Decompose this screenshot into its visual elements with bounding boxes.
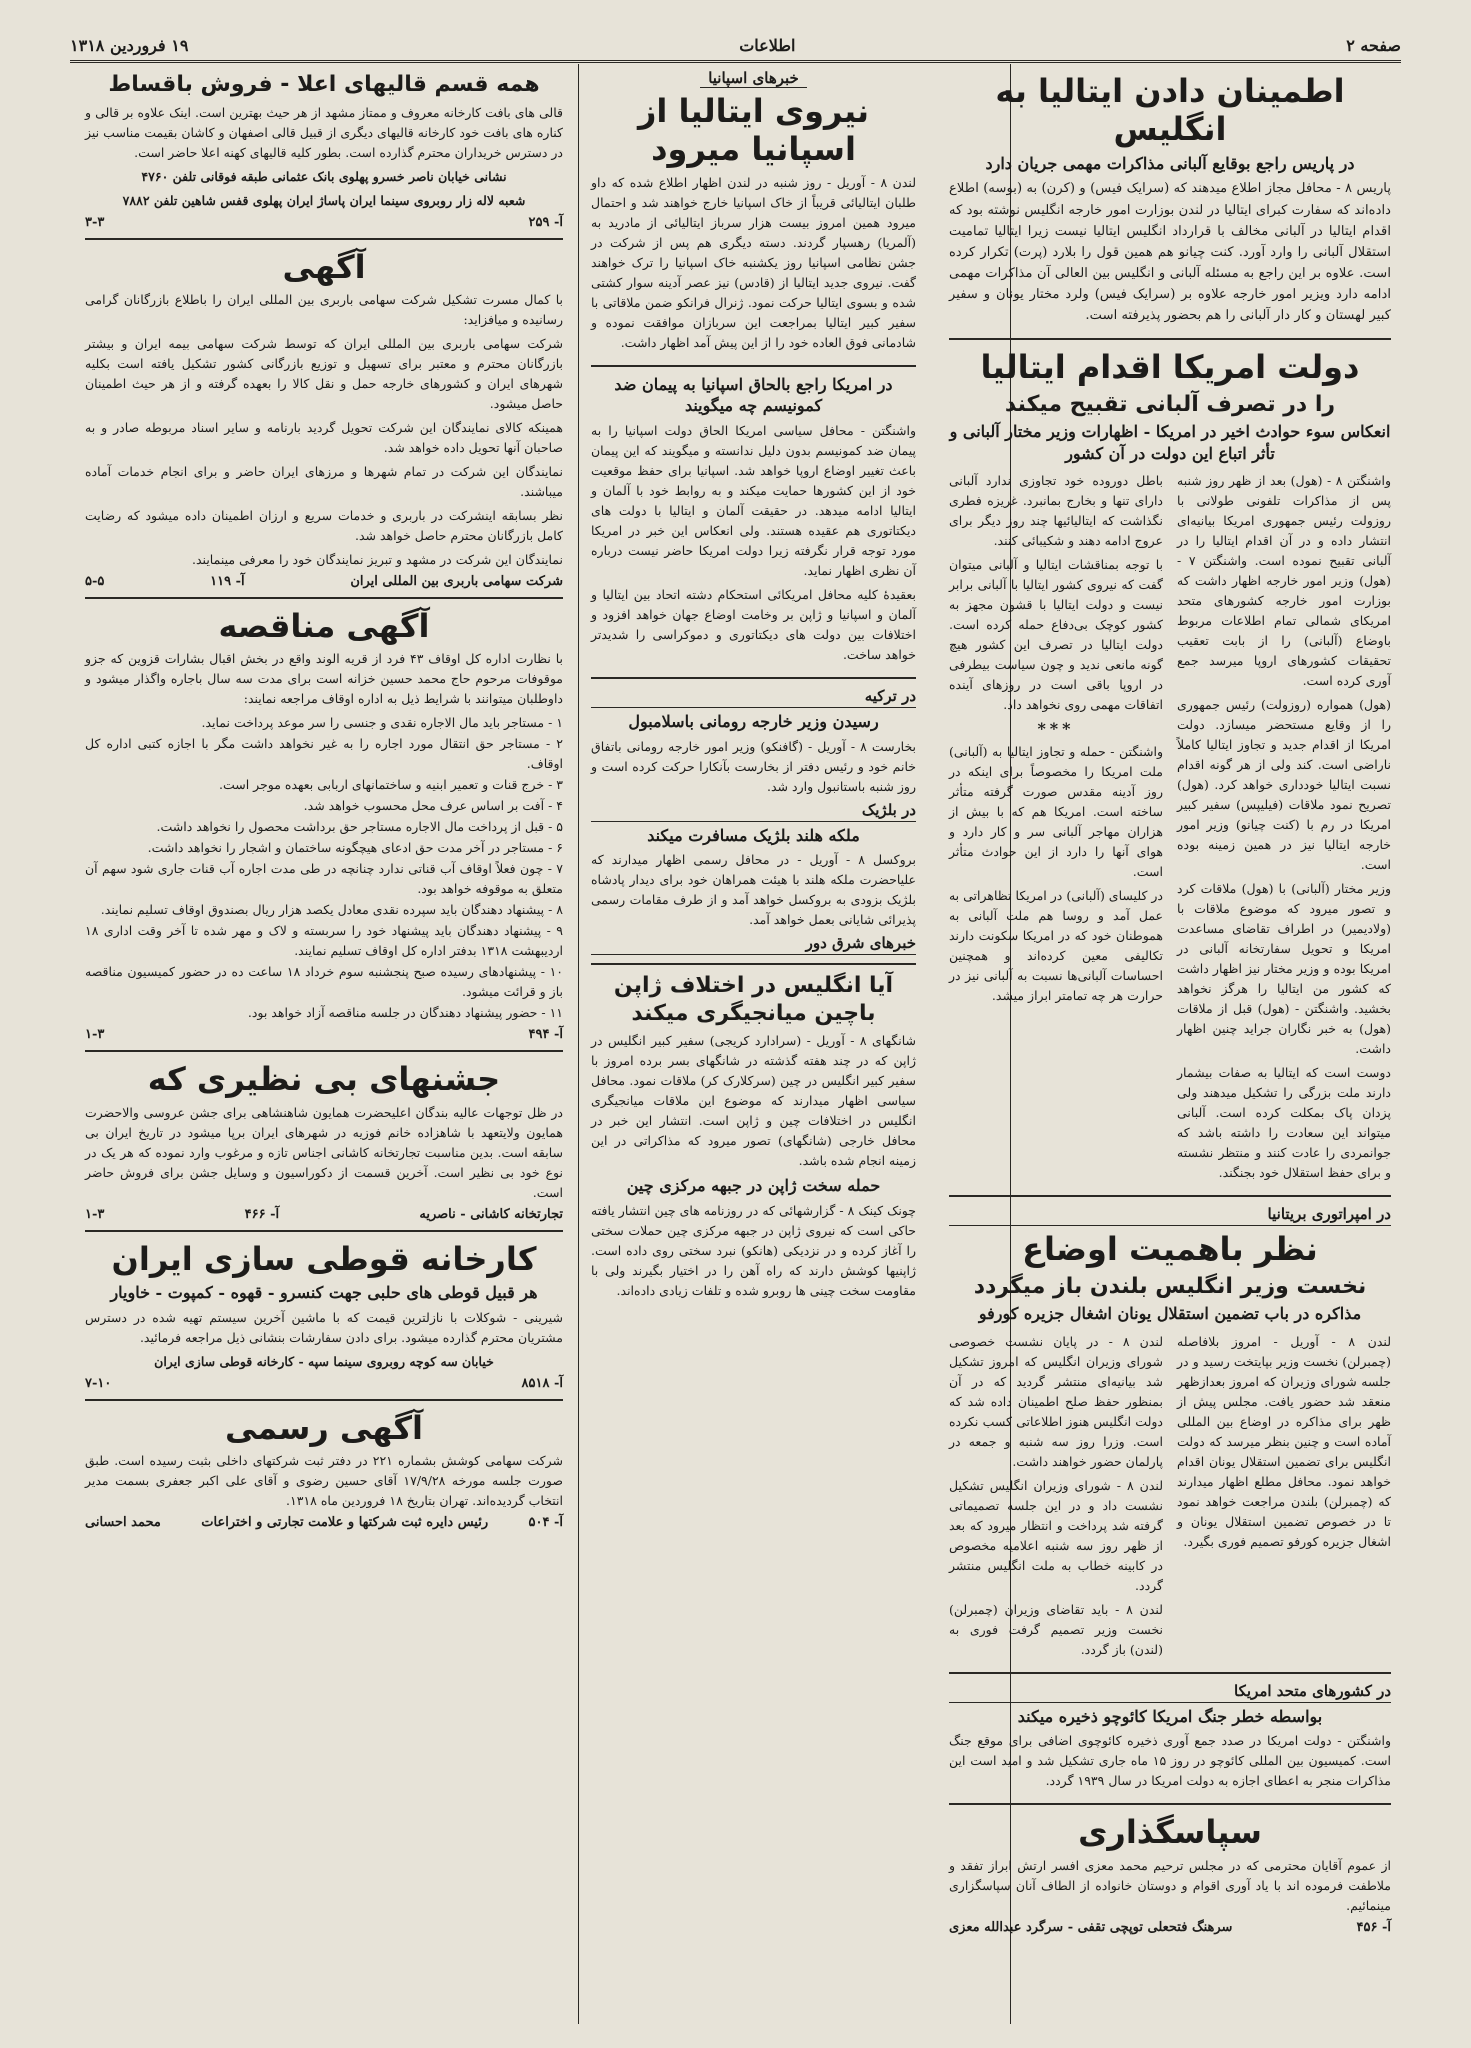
article-columns (949, 467, 1391, 1187)
ad-footer (85, 1207, 563, 1222)
ad-carpets (85, 64, 563, 240)
ad-paragraph: شرکت سهامی باربری بین المللی ایران که توسط شرکت سهامی بیمه ایران و بیشتر بازرگانان محترم و معتبر برای تسهیل و توزیع بازرگانی کشور تشکیل یافته است بکلیه شهرهای ایران و کشورهای خارجه حمل و نقل کالا را بعهده گرفته و از هر حیث اطمینان حاصل میشود. (85, 335, 563, 411)
ad-body: در ظل توجهات عالیه بندگان اعلیحضرت همایون شاهنشاهی برای جشن عروسی والاحضرت همایون ولایتعهد با شاهزاده خانم فوزیه در شهرهای ایران برپا میشود در تاریخ ایران بی سابقه است. بدین مناسبت تجارتخانه کاشانی اجناس تازه و مرغوب وارد نموده که هر یک در نوع خود بی نظیر است. آخرین قسمت از دکوراسیون و وسایل جشن برای فروش حاضر است. (85, 1104, 563, 1200)
paragraph: واشنگتن - حمله و تجاوز ایتالیا به (آلبانی) ملت امریکا را مخصوصاً برای اینکه در روز آدینه مقدس صورت گرفته متأثر ساخته است. امریکا هم که با بیش از هزاران مهاجر آلبانی سر و کار دارد و هوای آنها را دارد از این حوادث متأثر است. (949, 744, 1163, 880)
company-name: شرکت سهامی باربری بین المللی ایران (350, 573, 563, 589)
notice-thanks (949, 1805, 1391, 1942)
issue-date: ۱۹ فروردین ۱۳۱۸ (70, 35, 189, 55)
condition-item: ۵ - قبل از پرداخت مال الاجاره مستاجر حق برداشت محصول را نخواهد داشت. (156, 819, 563, 835)
article-anti-comintern (591, 367, 916, 679)
ad-title: همه قسم قالیهای اعلا - فروش باقساط (108, 72, 540, 97)
paragraph: لندن ۸ - آوریل - امروز بلافاصله (چمبرلن) نخست وزیر بپایتخت رسید و در جلسه شورای وزیران که امروز بعدازظهر منعقد شد حضور یافت. مجلس پیش از ظهر برای مذاکره در اوضاع بین المللی آماده است و چنین بنظر میرسد که دولت انگلیس برای تضمین استقلال یونان اقدام خواهد نمود. محافل مطلع اظهار میدارند که (چمبرلن) بلندن مراجعت خواهد نمود تا در خصوص تضمین استقلال یونان و اشغال جزیره کورفو تصمیم فوری بگیرد. (1177, 1333, 1392, 1549)
headline: نیروی ایتالیا از اسپانیا میرود (637, 92, 870, 169)
notice-number: آ- ۴۵۶ (1356, 1919, 1391, 1935)
headline: بواسطه خطر جنگ امریکا کائوچو ذخیره میکند (1017, 1706, 1323, 1726)
article-body: شانگهای ۸ - آوریل - (سرادارد کریجی) سفیر کبیر انگلیس در ژاپن که در چند هفته گذشته در شانگهای بسر برده امروز با سفیر کبیر انگلیس در چین (سرکلارک کر) ملاقات نمود. محافل سیاسی اظهار میدارند که موضوع این ملاقات میانجیگری انگلیس در اختلافات چین و ژاپن است. انتشار این خبر در محافل خارجی (شانگهای) تصور میرود که مذاکراتی در این زمینه انجام شده باشد. (591, 1033, 916, 1169)
article-far-east (591, 965, 916, 1313)
headline: دولت امریکا اقدام ایتالیا (980, 348, 1360, 387)
article-body: بخارست ۸ - آوریل - (گافنکو) وزیر امور خارجه رومانی باتفاق خانم خود و رئیس دفتر از بخارست بآنکارا حرکت کرده است و روز شنبه باستانبول وارد شد. (591, 738, 916, 794)
ad-official-notice (85, 1401, 563, 1538)
article-briefs (591, 679, 916, 965)
paragraph: دوست است که ایتالیا به صفات بیشمار دارند ملت بزرگی را تشکیل میدهند ولی پزدان پاک بمکلت کرده است. آلبانی میتواند این سعادت را داشته باشد که جوانمردی را عادت کنند و منتظر نشسته و برای حفظ استقلال خود بجنگند. (1177, 1065, 1391, 1181)
condition-item: ۱۱ - حضور پیشنهاد دهندگان در جلسه مناقصه آزاد خواهد بود. (247, 1005, 563, 1021)
ad-number: آ- ۴۶۶ (244, 1206, 280, 1222)
headline: ملکه هلند بلژیک مسافرت میکند (647, 825, 860, 845)
ad-footer (85, 1376, 563, 1391)
ad-title: آگهی مناقصه (218, 606, 430, 645)
article-body: پاریس ۸ - محافل مجاز اطلاع میدهند که (سرایک فیس) و (کرن) به (بوسه) اطلاع داده‌اند که سفارت کبرای ایتالیا در لندن بوزارت امور خارجه انگلیس نوشته بود که اقدام ایتالیا در آلبانی مخالف با قرارداد انگلیس ایتالیا نیست زیرا ایتالیا تمامیت استقلال آلبانی را وارد آورد. کنت چیانو هم همین قول را بلارد (پرت) تکرار کرده است. علاوه بر این راجع به مسئله آلبانی و انگلیس بین العالی آن مذاکرات مهمی ادامه دارد ویزیر امور خارجه علاوه بر (سرایک فیس) ولرد مختار یونان و سفیر کبیر لهستان و کار دار آلبانی را هم بحضور پذیرفته است. (949, 181, 1392, 324)
condition-item: ۸ - پیشنهاد دهندگان باید سپرده نقدی معادل یکصد هزار ریال بصندوق اوقاف تسلیم نمایند. (100, 902, 563, 918)
paragraph: واشنگتن ۸ - (هول) بعد از ظهر روز شنبه پس از مذاکرات تلفونی طولانی با روزولت رئیس جمهوری امریکا بیانیه‌ای انتشار داده و در آن اقدام ایتالیا را در آلبانی تقبیح نموده است. واشنگتن ۷ - (هول) وزیر امور خارجه اظهار داشت که بوزارت امور خارجه کشورهای متحد امریکای شمالی تمام اطلاعات مربوط باوضاع (آلبانی) را از بابت تعقیب تحقیقات کشورهای اروپا میرسد جمع آوری کرده است. (1177, 473, 1391, 689)
article-body: واشنگتن - محافل سیاسی امریکا الحاق دولت اسپانیا را به پیمان ضد کمونیسم بدون دلیل ندانسته و میگویند که این پیمان باعث تغییر اوضاع اروپا خواهد شد. اسپانیا برای حفظ موقعیت خود از این کشورها حمایت میکند و به روابط خود با آلمان و ایتالیا ادامه میدهد. در حقیقت آلمان و ایتالیا با دولت های دیکتاتوری هم عقیده هستند. ولی انعکاس این خبر در امریکا مورد توجه قرار نگرفته زیرا دولت امریکا حاضر نیست درباره آن نظری اظهار نماید. (591, 422, 916, 578)
ad-footer (85, 574, 563, 589)
article-body: بروکسل ۸ - آوریل - در محافل رسمی اظهار میدارند که علیاحضرت ملکه هلند با هیئت همراهان خود برای دیدار پادشاه بلژیک بزودی به بروکسل خواهد آمد و از طرف مقامات رسمی پذیرائی شایانی بعمل خواهد آمد. (591, 852, 916, 928)
ad-celebrations (85, 1052, 563, 1231)
headline: اطمینان دادن ایتالیا به انگلیس (995, 72, 1345, 149)
text-column (949, 1328, 1163, 1664)
ad-footer (85, 1515, 563, 1530)
separator: *** (1037, 719, 1075, 739)
article-british-pm (949, 1197, 1391, 1673)
ad-intro: با کمال مسرت تشکیل شرکت سهامی باربری بین المللی ایران را باطلاع بازرگانان گرامی رسانیده و میافزاید: (85, 291, 563, 327)
ad-body: شیرینی - شوکلات با نازلترین قیمت که با ماشین آخرین سیستم تهیه شده در دسترس مشتریان محترم گذارده میشود. برای دادن سفارشات بنشانی ذیل مراجعه فرمائید. (85, 1309, 563, 1345)
condition-item: ۹ - پیشنهاد دهندگان باید پیشنهاد خود را سربسته و لاک و مهر شده تا آخر وقت اداری ۱۸ اردیبهشت ۱۳۱۸ بدفتر اداره کل اوقاف تسلیم نمایند. (85, 923, 563, 959)
ad-code: ۱-۳ (85, 1027, 105, 1043)
ad-number: آ- ۵۰۴ (528, 1515, 563, 1531)
page-number: صفحه ۲ (1346, 35, 1401, 55)
article-body: بعقیدهٔ کلیه محافل امریکائی استحکام دشته اتحاد بین ایتالیا و آلمان و اسپانیا و ژاپن بر وخامت اوضاع جهان خواهد افزود و اختلافات بین دولت های دیکتاتوری و دموکراسی را شدیدتر خواهد ساخت. (591, 586, 916, 662)
ad-paragraph: نمایندگان این شرکت در تمام شهرها و مرزهای ایران حاضر و برای انجام خدمات آماده میباشند. (85, 463, 563, 499)
ad-paragraph: همینکه کالای نمایندگان این شرکت تحویل گردید بارنامه و سایر اسناد مربوطه صادر و به صاحبان آنها تحویل داده خواهد شد. (85, 419, 563, 455)
left-column (75, 64, 573, 1538)
text-column (1177, 1328, 1391, 1664)
subheadline: را در تصرف آلبانی تقبیح میکند (1004, 391, 1336, 417)
signature: سرهنگ فتحعلی توپچی تقفی - سرگرد عبدالله معزی (949, 1919, 1233, 1935)
ad-title: کارخانه قوطی سازی ایران (111, 1239, 537, 1278)
right-column (939, 64, 1401, 1943)
deck: انعکاس سوء حوادث اخیر در امریکا - اظهارات وزیر مختار آلبانی و تأثر اتباع این دولت در آن کشور (949, 422, 1391, 463)
paragraph: در کلیسای (آلبانی) در امریکا تظاهراتی به عمل آمد و روسا هم ملت آلبانی به هموطنان خود که در امریکا سکونت دارند تکالیفی معین کرده‌اند و همچنین احساسات آلبانی‌ها نسبت به آلبانی نیز در حرارت هر چه تمامتر ابراز میشد. (948, 888, 1163, 1004)
text-column (1177, 467, 1391, 1187)
paper-name: اطلاعات (739, 35, 796, 55)
ad-intro: با نظارت اداره کل اوقاف ۴۳ فرد از قریه الوند واقع در بخش اقبال بشارات قزوین که جزو موقوفات مرحوم حاج محمد حسین خزانه است برای مدت سه سال باجاره واگذار میشود و داوطلبان میتوانند با شرایط ذیل به اداره اوقاف مراجعه نمایند: (85, 651, 563, 707)
paragraph: لندن ۸ - باید تقاضای وزیران (چمبرلن) نخست وزیر تصمیم گرفت فوری به (لندن) باز گردد. (949, 1601, 1163, 1657)
ad-title: آگهی (282, 247, 366, 286)
article-us-condemns-italy (949, 340, 1391, 1197)
headline: در امریکا راجع بالحاق اسپانیا به پیمان ضد کمونیسم چه میگویند (614, 374, 893, 416)
ad-address: شعبه لاله زار روبروی سینما ایران پاساژ ایران پهلوی قفس شاهین تلفن ۷۸۸۲ (122, 192, 526, 208)
condition-item: ۱ - مستاجر باید مال الاجاره نقدی و جنسی را سر موعد پرداخت نماید. (201, 715, 563, 731)
section-label: در کشورهای متحد امریکا (949, 1682, 1391, 1703)
headline: رسیدن وزیر خارجه رومانی باسلامبول (628, 711, 879, 731)
column-divider (578, 64, 579, 2024)
ad-address: نشانی خیابان ناصر خسرو پهلوی بانک عثمانی طبقه فوقانی تلفن ۴۷۶۰ (141, 168, 507, 184)
ad-title: آگهی رسمی (225, 1408, 423, 1447)
condition-item: ۱۰ - پیشنهادهای رسیده صبح پنجشنبه سوم خرداد ۱۸ ساعت ده در حضور کمیسیون مناقصه باز و قرائت میشود. (85, 964, 563, 1000)
paragraph: لندن ۸ - در پایان نشست خصوصی شورای وزیران انگلیس که امروز تشکیل شد بیانیه‌ای منتشر گردید که در آن بمنظور حفظ صلح اطمینان داده شد که دولت انگلیس هنوز اطلاعاتی کسب نکرده است. وزرا روز سه شنبه و جمعه در پارلمان حضور خواهند داشت. (949, 1333, 1164, 1469)
headline: سپاسگذاری (1078, 1813, 1262, 1852)
article-body: واشنگتن - دولت امریکا در صدد جمع آوری ذخیره کائوچوی اضافی برای موقع جنگ است. کمیسیون بین المللی کائوچو در روز ۱۵ ماه جاری تشکیل شد و امید است این مذاکرات منجر به اعطای اجازه به دولت امریکا در سال ۱۹۳۹ گردد. (949, 1733, 1391, 1789)
ad-body: قالی های بافت کارخانه معروف و ممتاز مشهد از هر حیث بهترین است. اینک علاوه بر قالی و کناره های بافت خود کارخانه قالیهای دیگری از قبیل قالی اصفهان و کاشان بقیمت مناسب نیز در دسترس خریداران محترم گذارده است. بطور کلیه قالیهای کهنه اعلا حاضر است. (85, 104, 563, 160)
ad-code: ۳-۳ (85, 214, 105, 230)
paragraph: لندن ۸ - شورای وزیران انگلیس تشکیل نشست داد و در این جلسه تصمیماتی گرفته شد پرداخت و انتظار میرود که بعد از ظهر روز سه شنبه اعلامیه مخصوص در کابینه خطاب به ملت انگلیس منتشر گردد. (949, 1477, 1163, 1593)
section-label: در ترکیه (591, 687, 916, 708)
ad-number: آ- ۸۵۱۸ (521, 1375, 563, 1391)
section-label: خبرهای شرق دور (591, 934, 916, 955)
ad-footer (85, 1027, 563, 1042)
page-header (70, 34, 1401, 63)
article-body: چونک کینک ۸ - گزارشهائی که در روزنامه های چین انتشار یافته حاکی است که نیروی ژاپن در جبهه مرکزی چین حملات سختی را آغاز کرده و در نزدیکی (هانکو) نبرد سختی روی داده است. ژاپنیها کوشش دارند که راه آهن را در اختیار بگیرند ولی با مقاومت سخت چینی ها روبرو شده و تلفات زیادی داده‌اند. (591, 1202, 916, 1298)
condition-item: ۴ - آفت بر اساس عرف محل محسوب خواهد شد. (303, 798, 563, 814)
ad-code: ۱-۳ (85, 1206, 105, 1222)
ad-tender (85, 599, 563, 1052)
deck: مذاکره در باب تضمین استقلال یونان اشغال جزیره کورفو (978, 1304, 1362, 1324)
ad-number: آ- ۴۹۴ (528, 1027, 563, 1043)
ad-number: آ- ۲۵۹ (528, 214, 563, 230)
headline: آیا انگلیس در اختلاف ژاپن باچین میانجیگری میکند (613, 973, 894, 1026)
article-columns (949, 1328, 1391, 1664)
signature: محمد احسانی (85, 1515, 161, 1531)
tender-conditions (85, 713, 563, 1023)
section-label: در بلژیک (591, 801, 916, 822)
text-column (949, 467, 1163, 1187)
headline: نظر باهمیت اوضاع (1022, 1230, 1318, 1269)
ad-can-factory (85, 1232, 563, 1401)
article-italy-leaves-spain (591, 64, 916, 367)
article-us-rubber (949, 1674, 1391, 1806)
office-title: رئیس دایره ثبت شرکتها و علامت تجارتی و اختراعات (201, 1515, 489, 1531)
paragraph: باطل دوروده خود تجاوزی ندارد آلبانی دارای تنها و بخارج بمانبرد. غریزه فطری نگذاشت که ایتالیائیها چند روز دیگر برای عروج ادامه دهند و شکیبائی کنند. (949, 473, 1163, 549)
section-label: در امپراتوری بریتانیا (949, 1205, 1391, 1226)
ad-code: ۷-۱۰ (85, 1375, 112, 1391)
section-label: خبرهای اسپانیا (700, 69, 807, 88)
condition-item: ۶ - مستاجر در آخر مدت حق ادعای هیچگونه ساختمان و اشجار را نخواهد داشت. (147, 840, 563, 856)
ad-subtitle: هر قبیل قوطی های حلبی جهت کنسرو - قهوه - کمپوت - خاویار (110, 1283, 538, 1303)
ad-address: خیابان سه کوچه روبروی سینما سپه - کارخانه قوطی سازی ایران (154, 1353, 494, 1369)
article-italy-assurance (949, 64, 1391, 340)
condition-item: ۷ - چون فعلاً اوقاف آب قناتی ندارد چنانچه در طی مدت اجاره آب قنات جاری شود سهم آن متعلق به موقوفه خواهد بود. (85, 861, 563, 897)
paragraph: (هول) همواره (روزولت) رئیس جمهوری را از وقایع مستحضر میسازد. دولت امریکا از اقدام جدید و تجاوز ایتالیا کاملاً ناراضی است. کند ولی از هر گونه اقدام نسبت ایتالیا خودداری خواهد کرد. (هول) تصریح نمود ملاقات (فیلیپس) سفیر کبیر امریکا در رم با (کنت چیانو) وزیر امور خارجه ایتالیا نیز در همین زمینه بوده است. (1177, 697, 1391, 873)
headline: حمله سخت ژاپن در جبهه مرکزی چین (626, 1176, 881, 1196)
notice-body: از عموم آقایان محترمی که در مجلس ترحیم محمد معزی افسر ارتش ابراز تفقد و ملاطفت فرموده اند با یاد آوری اقوام و دوستان خانواده از الطاف آنان سپاسگزاری مینمائیم. (949, 1857, 1391, 1913)
condition-item: ۲ - مستاجر حق انتقال مورد اجاره را به غیر نخواهد داشت مگر با اجازه کتبی اداره کل اوقاف. (85, 736, 563, 772)
paragraph: وزیر مختار (آلبانی) با (هول) ملاقات کرد و تصور میرود که موضوع ملاقات با (ولادیمیر) در اطراف تقاضای مساعدت امریکا و تحویل سفارتخانه آلبانی در امریکا بوده و وزیر مختار نیز اظهار داشت که کشور من ایتالیا را هرگز نخواهد بخشید. واشنگتن - (هول) قبل از ملاقات (هول) به خبر نگاران جراید چنین اظهار داشت. (1177, 881, 1391, 1057)
ad-paragraph: نظر بسابقه اینشرکت در باربری و خدمات سریع و ارزان اطمینان داده میشود که رضایت کامل بازرگانان محترم حاصل خواهد شد. (85, 507, 563, 543)
ad-shipping-company (85, 240, 563, 599)
ad-number: آ- ۱۱۹ (210, 573, 245, 589)
signature: تجارتخانه کاشانی - ناصریه (419, 1206, 563, 1222)
subheadline: در پاریس راجع بوقایع آلبانی مذاکرات مهمی جریان دارد (985, 153, 1355, 173)
middle-column (581, 64, 926, 1313)
notice-footer (949, 1920, 1391, 1935)
article-body: لندن ۸ - آوریل - روز شنبه در لندن اظهار اطلاع شده که داو طلبان ایتالیائی قریباً از خاک اسپانیا خارج خواهند شد و احتمال میرود همین امروز بیست هزار سرباز ایتالیائی از مادرید به (آلمریا) رهسپار گردند. دسته دیگری هم پس از شرکت در جشن نظامی اسپانیا روز یکشنبه خاک اسپانیا را ترک خواهند گفت. نیروی جدید ایتالیا از (قادس) نیز عصر آدینه سوار کشتی شده و بسوی ایتالیا حرکت نمود. ژنرال فرانکو ضمن ملاقاتی با سفیر کبیر ایتالیا بمراجعت این سربازان موافقت نموده و شادمانی فوق العاده خود را از این پیش آمد اظهار داشت. (591, 174, 916, 350)
ad-body: شرکت سهامی کوشش بشماره ۲۲۱ در دفتر ثبت شرکتهای داخلی بثبت رسیده است. طبق صورت جلسه مورخه ۱۷/۹/۲۸ آقای حسین رضوی و آقای علی اکبر جعفری بسمت مدیر انتخاب گردیده‌اند. تهران بتاریخ ۱۸ فروردین ماه ۱۳۱۸. (85, 1453, 563, 1509)
subheadline: نخست وزیر انگلیس بلندن باز میگردد (973, 1273, 1367, 1299)
ad-footer (85, 215, 563, 230)
ad-code: ۵-۵ (85, 573, 105, 589)
condition-item: ۳ - خرج قنات و تعمیر ابنیه و ساختمانهای اربابی بعهده موجر است. (218, 777, 563, 793)
ad-title: جشنهای بی نظیری که (147, 1060, 501, 1099)
ad-paragraph: نمایندگان این شرکت در مشهد و تبریز نمایندگان خود را معرفی مینمایند. (192, 551, 563, 567)
paragraph: با توجه بمناقشات ایتالیا و آلبانی میتوان گفت که نیروی کشور ایتالیا با آلبانی برابر نیست و دولت ایتالیا با قشون مجهز به کشور کوچک بی‌دفاع حمله کرده است. دولت ایتالیا در تصرف این کشور هیچ گونه مانعی ندید و چون سیاست بیطرفی در اروپا باقی است در روزهای آینده اتفاقات مهمی روی نخواهد داد. (949, 557, 1163, 713)
